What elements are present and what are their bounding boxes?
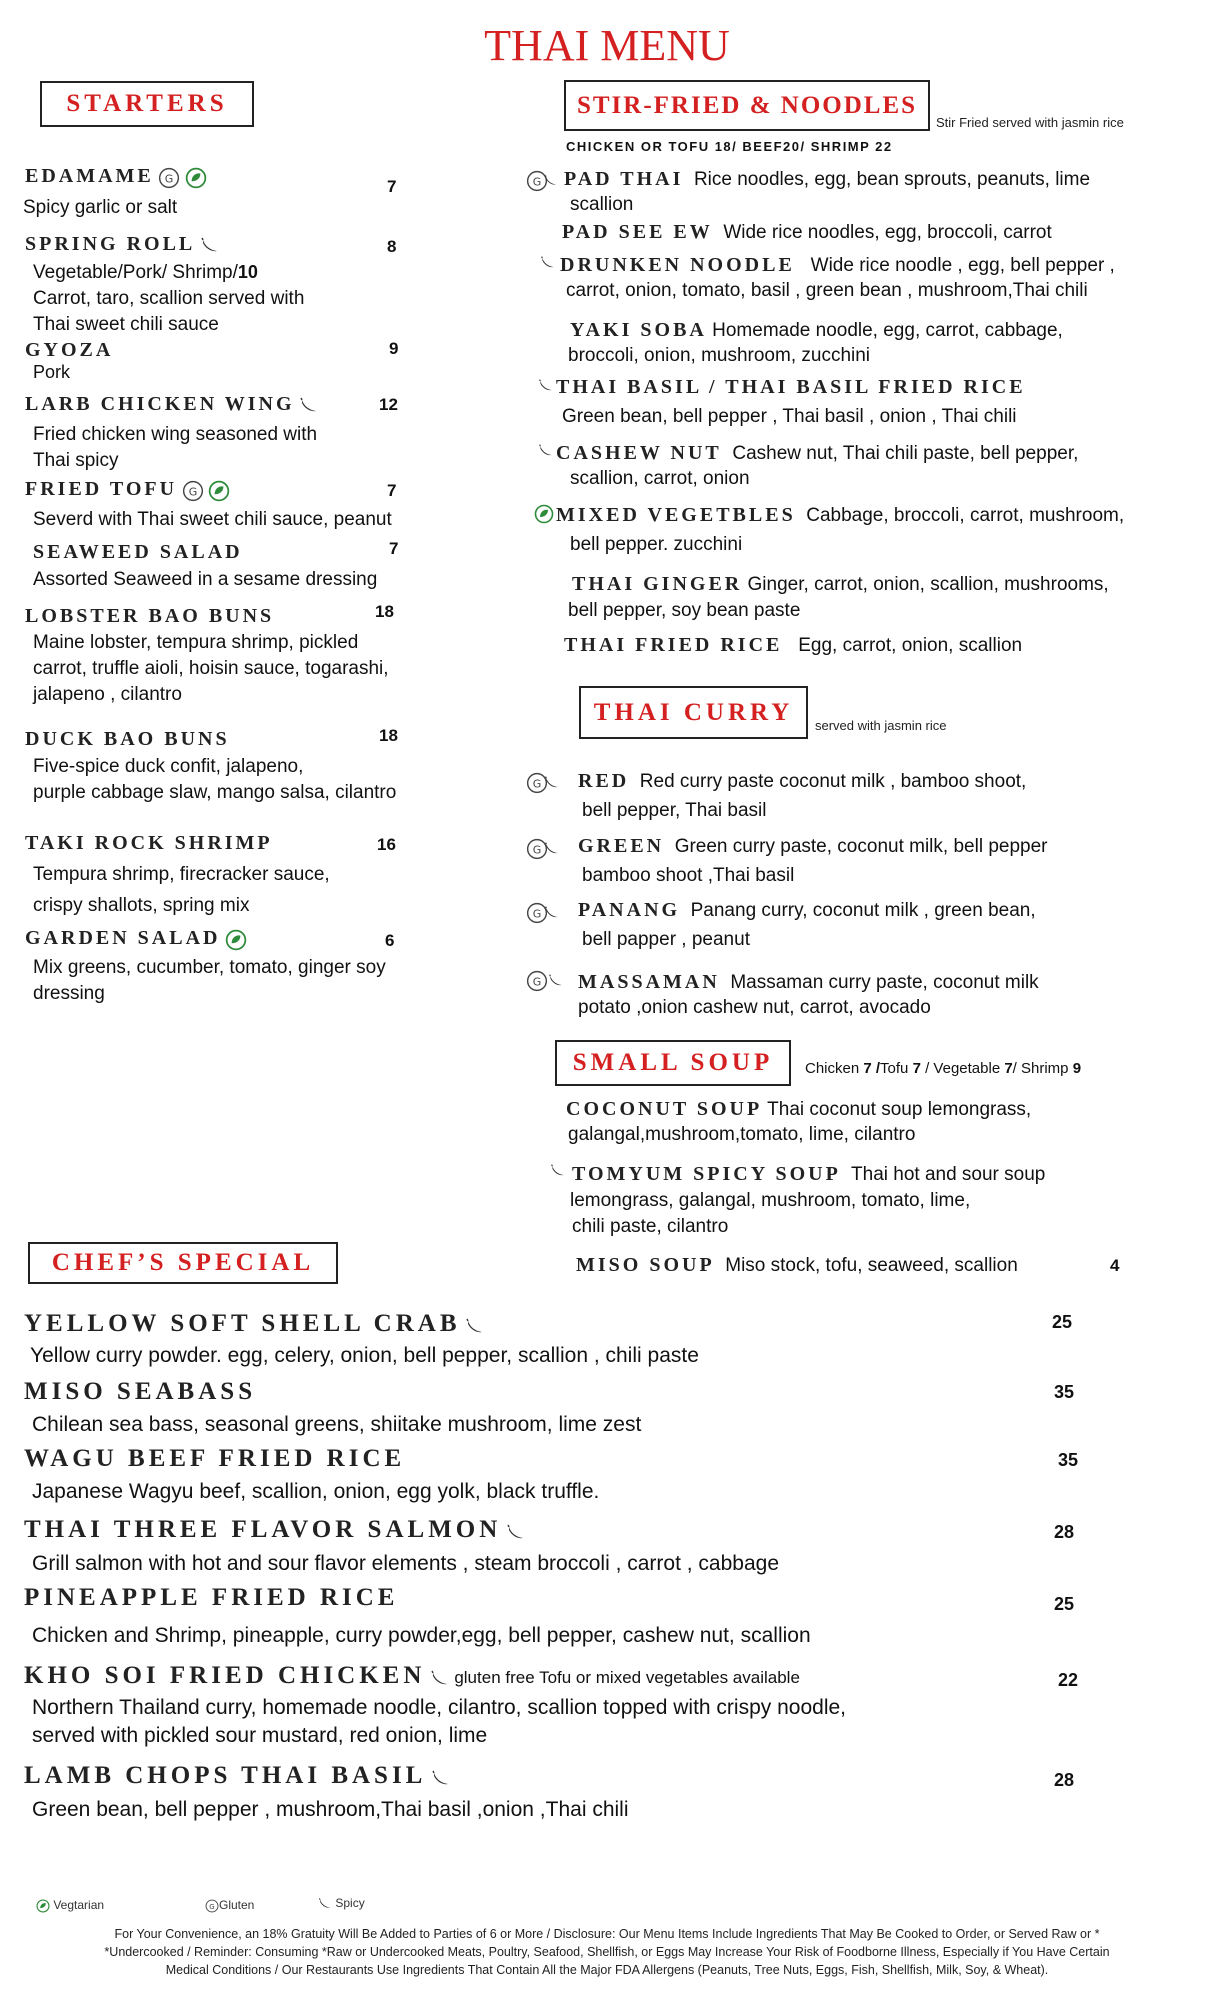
item-desc: Panang curry, coconut milk , green bean,: [690, 900, 1036, 921]
item-name: PAD THAI: [564, 168, 684, 190]
item-desc: Spicy garlic or salt: [23, 197, 178, 218]
item-desc: Miso stock, tofu, seaweed, scallion: [725, 1255, 1018, 1276]
item-desc: Thai coconut soup lemongrass,: [767, 1099, 1032, 1120]
item-desc: bamboo shoot ,Thai basil: [582, 865, 795, 886]
item-price: 22: [1058, 1670, 1079, 1690]
spicy-icon: [544, 905, 560, 921]
footer-line: Medical Conditions / Our Restaurants Use Ingredients That Contain All the Major FDA Allergens (Peanuts, Tree Nuts, Eggs, Fish, Shellfish, Milk, Soy, & Wheat).: [165, 1963, 1049, 1977]
soup-item: [566, 1096, 1031, 1123]
item-price: 6: [385, 931, 395, 950]
item-price: 35: [1058, 1450, 1079, 1470]
legend-spicy: Spicy: [335, 1896, 365, 1910]
item-price: 12: [379, 395, 398, 414]
item-name: KHO SOI FRIED CHICKEN: [24, 1662, 426, 1689]
gluten-icon: [526, 970, 548, 992]
stirfried-item: [564, 632, 1022, 659]
curry-item: [578, 969, 1039, 996]
item-desc: bell pepper. zucchini: [570, 534, 743, 555]
item-desc: bell pepper, Thai basil: [582, 800, 767, 821]
item-name: GARDEN SALAD: [25, 927, 221, 949]
spicy-icon: [430, 1669, 450, 1689]
curry-heading: THAI CURRY: [579, 686, 808, 739]
item-name: SPRING ROLL: [25, 233, 196, 255]
item-note: gluten free Tofu or mixed vegetables available: [454, 1668, 800, 1687]
spicy-icon: [318, 1897, 332, 1911]
item-name: MASSAMAN: [578, 971, 720, 993]
item-desc: served with pickled sour mustard, red onion, lime: [32, 1724, 488, 1747]
item-desc: Egg, carrot, onion, scallion: [798, 635, 1023, 656]
item-desc: Maine lobster, tempura shrimp, pickled carrot, truffle aioli, hoisin sauce, togarashi, jalapeno , cilantro: [33, 632, 389, 705]
stirfried-heading: STIR-FRIED & NOODLES: [564, 80, 930, 131]
item-desc: Five-spice duck confit, jalapeno, purple cabbage slaw, mango salsa, cilantro: [33, 756, 397, 803]
item-name: PANANG: [578, 899, 681, 921]
soup-heading: SMALL SOUP: [555, 1040, 791, 1086]
item-name: THAI THREE FLAVOR SALMON: [24, 1516, 502, 1543]
item-name: COCONUT SOUP: [566, 1098, 763, 1120]
item-price: 28: [1054, 1522, 1075, 1542]
item-desc: bell papper , peanut: [582, 929, 750, 950]
stirfried-item: [556, 440, 1078, 467]
soup-item: [572, 1161, 1045, 1188]
item-price-alt: 10: [237, 262, 258, 282]
legend: [36, 1898, 104, 1913]
item-name: LARB CHICKEN WING: [25, 393, 295, 415]
item-desc: Cashew nut, Thai chili paste, bell pepper,: [732, 443, 1079, 464]
vegetarian-icon: [36, 1899, 50, 1913]
item-price: 18: [379, 726, 398, 745]
item-desc: Rice noodles, egg, bean sprouts, peanuts, lime: [693, 169, 1091, 190]
item-price: 7: [387, 177, 397, 196]
item-desc: Assorted Seaweed in a sesame dressing: [33, 569, 378, 590]
stirfried-item: [572, 571, 1109, 598]
item-name: WAGU BEEF FRIED RICE: [24, 1445, 406, 1472]
item-name: THAI BASIL / THAI BASIL FRIED RICE: [556, 376, 1026, 398]
spicy-icon: [544, 775, 560, 791]
item-desc: Green bean, bell pepper , Thai basil , onion , Thai chili: [562, 406, 1017, 427]
item-desc: Chilean sea bass, seasonal greens, shiitake mushroom, lime zest: [32, 1413, 642, 1436]
curry-note: served with jasmin rice: [815, 718, 947, 733]
item-name: PINEAPPLE FRIED RICE: [24, 1584, 399, 1611]
legend-vegetarian: Vegtarian: [53, 1898, 105, 1912]
item-desc: Chicken and Shrimp, pineapple, curry powder,egg, bell pepper, cashew nut, scallion: [32, 1624, 811, 1647]
stirfried-item: [570, 317, 1063, 344]
item-price: 4: [1110, 1256, 1120, 1275]
footer-line: For Your Convenience, an 18% Gratuity Will Be Added to Parties of 6 or More / Disclosure: Our Menu Items Include Ingredients That May Be Cooked to Order, or Served Raw or *: [114, 1927, 1100, 1941]
item-desc: scallion: [570, 194, 634, 215]
item-desc: Grill salmon with hot and sour flavor elements , steam broccoli , carrot , cabbage: [32, 1552, 779, 1575]
item-name: YAKI SOBA: [570, 319, 707, 341]
chef-heading: CHEF’S SPECIAL: [28, 1242, 338, 1284]
stirfried-item: [564, 166, 1090, 193]
spicy-icon: [200, 236, 220, 256]
item-name: DUCK BAO BUNS: [25, 728, 230, 750]
item-desc: Ginger, carrot, onion, scallion, mushrooms,: [747, 574, 1109, 595]
item-name: MIXED VEGETBLES: [556, 504, 796, 526]
item-desc: Cabbage, broccoli, carrot, mushroom,: [806, 505, 1125, 526]
item-desc: Japanese Wagyu beef, scallion, onion, egg yolk, black truffle.: [32, 1480, 600, 1503]
item-price: 25: [1052, 1312, 1073, 1332]
item-name: TAKI ROCK SHRIMP: [25, 832, 273, 854]
item-desc: bell pepper, soy bean paste: [568, 600, 801, 621]
item-name: GREEN: [578, 835, 665, 857]
spicy-icon: [299, 396, 319, 416]
item-name: MISO SEABASS: [24, 1378, 257, 1405]
disclaimer-footer: [10, 1925, 1204, 1979]
vegetarian-icon: [208, 480, 230, 502]
legend: [205, 1898, 254, 1913]
item-desc: scallion, carrot, onion: [570, 468, 750, 489]
item-name: GYOZA: [25, 339, 114, 361]
item-price: 9: [389, 339, 399, 358]
item-price: 7: [389, 539, 399, 558]
spicy-icon: [540, 255, 556, 271]
item-desc: Mix greens, cucumber, tomato, ginger soy dressing: [33, 957, 386, 1004]
gluten-icon: [205, 1899, 219, 1913]
item-name: LAMB CHOPS THAI BASIL: [24, 1762, 427, 1789]
spicy-icon: [538, 378, 554, 394]
item-name: THAI GINGER: [572, 573, 743, 595]
stirfried-item: [556, 502, 1124, 529]
item-name: MISO SOUP: [576, 1254, 715, 1276]
item-name: FRIED TOFU: [25, 478, 178, 500]
item-desc: Homemade noodle, egg, carrot, cabbage,: [712, 320, 1063, 341]
spicy-icon: [548, 973, 564, 989]
item-desc: Wide rice noodle , egg, bell pepper ,: [810, 255, 1115, 276]
item-desc: Vegetable/Pork/ Shrimp/10 Carrot, taro, scallion served with Thai sweet chili sauce: [33, 262, 305, 335]
menu-title: THAI MENU: [484, 21, 730, 70]
spicy-icon: [465, 1317, 485, 1337]
footer-line: *Undercooked / Reminder: Consuming *Raw or Undercooked Meats, Poultry, Seafood, Shellfish, or Eggs May Increase Your Risk of Foodborne Illness, Especially if You Have Certain: [104, 1945, 1110, 1959]
item-price: 28: [1054, 1770, 1075, 1790]
item-desc: galangal,mushroom,tomato, lime, cilantro: [568, 1124, 916, 1145]
legend-gluten: Gluten: [219, 1898, 255, 1912]
item-desc: Massaman curry paste, coconut milk: [730, 972, 1039, 993]
item-desc: broccoli, onion, mushroom, zucchini: [568, 345, 871, 366]
item-price: 18: [375, 602, 394, 621]
item-name: SEAWEED SALAD: [33, 541, 243, 563]
curry-item: [578, 833, 1047, 860]
spicy-icon: [431, 1769, 451, 1789]
spicy-icon: [506, 1523, 526, 1543]
soup-price-note: Chicken 7 /Tofu 7 / Vegetable 7/ Shrimp 9: [805, 1060, 1082, 1077]
vegetarian-icon: [534, 504, 554, 524]
item-name: RED: [578, 770, 630, 792]
starter-item: [25, 165, 207, 189]
item-name: PAD SEE EW: [562, 221, 713, 243]
spicy-icon: [544, 841, 560, 857]
curry-item: [578, 897, 1036, 924]
item-desc: Pork: [33, 362, 71, 382]
item-name: THAI FRIED RICE: [564, 634, 783, 656]
vegetarian-icon: [225, 929, 247, 951]
item-price: 35: [1054, 1382, 1075, 1402]
item-name: LOBSTER BAO BUNS: [25, 605, 275, 627]
item-desc: Green curry paste, coconut milk, bell pepper: [674, 836, 1048, 857]
item-desc: Green bean, bell pepper , mushroom,Thai basil ,onion ,Thai chili: [32, 1798, 629, 1821]
spicy-icon: [550, 1163, 566, 1179]
item-name: TOMYUM SPICY SOUP: [572, 1163, 841, 1185]
item-desc: potato ,onion cashew nut, carrot, avocado: [578, 997, 931, 1018]
item-desc: Severd with Thai sweet chili sauce, peanut: [33, 509, 392, 530]
item-name: DRUNKEN NOODLE: [560, 254, 795, 276]
item-desc: Wide rice noodles, egg, broccoli, carrot: [723, 222, 1052, 243]
item-price: 16: [377, 835, 396, 854]
item-name: CASHEW NUT: [556, 442, 722, 464]
item-desc: carrot, onion, tomato, basil , green bean , mushroom,Thai chili: [566, 280, 1088, 301]
item-price: 7: [387, 481, 397, 500]
stirfried-note: Stir Fried served with jasmin rice: [936, 115, 1124, 130]
item-desc: Fried chicken wing seasoned with Thai spicy: [33, 424, 318, 471]
item-desc: Thai hot and sour soup: [851, 1164, 1046, 1185]
item-price: 25: [1054, 1594, 1075, 1614]
gluten-icon: [158, 167, 180, 189]
legend: [318, 1896, 365, 1911]
item-desc: Red curry paste coconut milk , bamboo shoot,: [639, 771, 1027, 792]
vegetarian-icon: [185, 167, 207, 189]
item-desc: Northern Thailand curry, homemade noodle, cilantro, scallion topped with crispy noodle,: [32, 1696, 846, 1719]
stirfried-item: [562, 219, 1052, 246]
starters-heading: STARTERS: [40, 81, 254, 127]
item-price: 8: [387, 237, 397, 256]
item-desc: Yellow curry powder. egg, celery, onion, bell pepper, scallion , chili paste: [30, 1344, 699, 1367]
spicy-icon: [544, 174, 558, 188]
item-desc: lemongrass, galangal, mushroom, tomato, lime,: [570, 1190, 971, 1211]
item-desc: chili paste, cilantro: [572, 1216, 729, 1237]
spicy-icon: [538, 443, 554, 459]
item-name: EDAMAME: [25, 165, 154, 187]
soup-item: [576, 1252, 1018, 1279]
stirfried-item: [560, 252, 1115, 279]
stirfried-price-line: CHICKEN OR TOFU 18/ BEEF20/ SHRIMP 22: [566, 139, 893, 154]
item-name: YELLOW SOFT SHELL CRAB: [24, 1310, 461, 1337]
curry-item: [578, 768, 1026, 795]
gluten-icon: [182, 480, 204, 502]
item-desc: Tempura shrimp, firecracker sauce, crispy shallots, spring mix: [33, 864, 330, 916]
